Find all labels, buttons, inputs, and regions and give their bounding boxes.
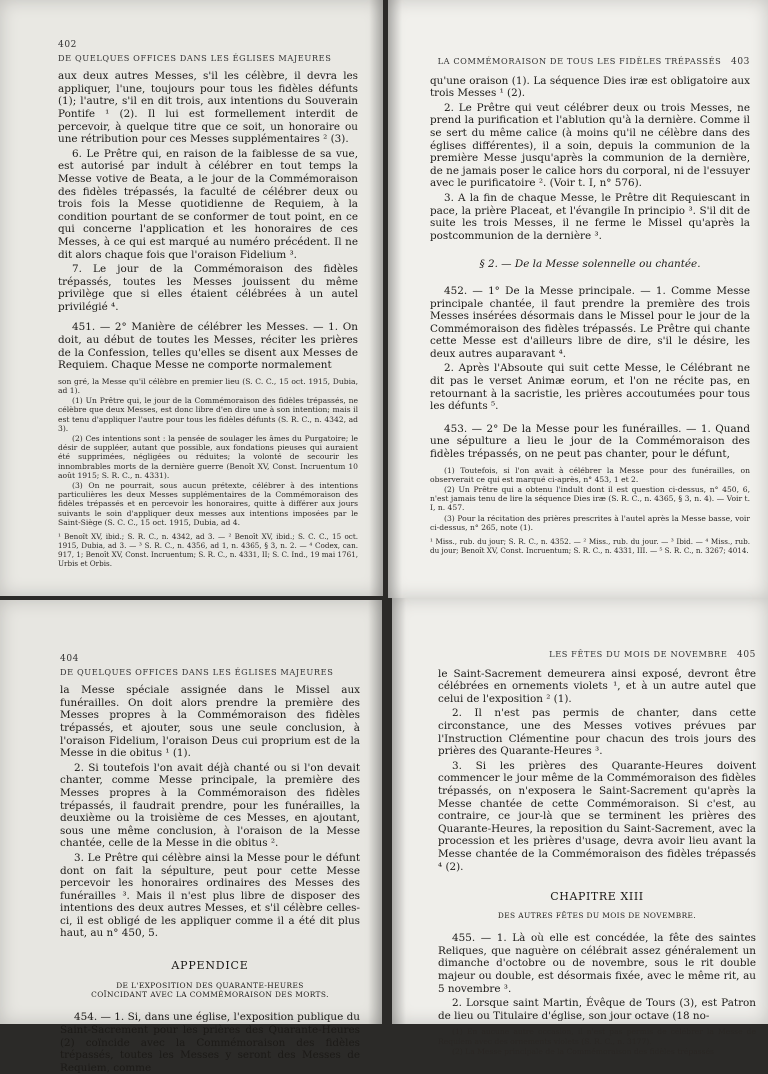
page-number: 404 xyxy=(60,654,79,664)
footnote-references: ¹ Miss., rub. du jour; S. R. C., n. 4352. — ² Miss., rub. du jour. — ³ Ibid. — ⁴ Miss., rub. du jour; Benoît XV, Const. Incruentum; S. R. C., n. 4331, III. — ⁵ S. R. C., n. 3267; 4014. xyxy=(430,537,750,556)
gutter-shadow xyxy=(368,600,382,1024)
paragraph: qu'une oraison (1). La séquence Dies iræ est obligatoire aux trois Messes ¹ (2). xyxy=(430,74,750,100)
paragraph: 6. Le Prêtre qui, en raison de la faiblesse de sa vue, est autorisé par indult à célébrer en tout temps la Messe votive de Beata, a le jour de la Commémoraison des fidèles trépassés, la faculté de célébrer deux ou trois fois la Messe quotidienne de Requiem, à la condition pourtant de se conformer de tout point, en ce qui concerne l'application et les honoraires de ces Messes, à ce qui est marqué au numéro précédent. Il ne dit alors chaque fois que l'oraison Fidelium ³. xyxy=(58,147,358,261)
footnote-text: (1) En aucune autre occasion, il n'est pas permis de célébrer la Messe de Requiem avec des ornements violets (S. R. C., n. 3177). xyxy=(438,1027,756,1046)
footnote-text: (2) Ces intentions sont : la pensée de soulager les âmes du Purgatoire; le désir de suppléer, autant que possible, aux fondations pieuses qui auraient été supprimées, négligées ou réduites; la volonté de secourir les innombrables morts de la dernière guerre (Benoît XV, Const. Incruentum 10 août 1915; S. R. C., n. 4331). xyxy=(58,434,358,480)
running-head xyxy=(438,648,756,662)
paragraph: 7. Le jour de la Commémoraison des fidèles trépassés, toutes les Messes jouissent du même privilège que si elles étaient célébrées à un autel privilégié ⁴. xyxy=(58,263,358,313)
running-head-title: DE QUELQUES OFFICES DANS LES ÉGLISES MAJEURES xyxy=(60,666,334,677)
running-head-title: LES FÊTES DU MOIS DE NOVEMBRE xyxy=(549,649,728,659)
appendix-subheading xyxy=(60,981,360,1000)
paragraph: 2. Si toutefois l'on avait déjà chanté ou si l'on devait chanter, comme Messe principale, la première des Messes propres à la Commémoraison des fidèles trépassés, il faudrait prendre, pour les funérailles, la deuxième ou la troisième de ces Messes, en ajoutant, sous une même conclusion, à l'oraison de la Messe chantée, celle de la Messe in die obitus ². xyxy=(60,761,360,850)
page-402 xyxy=(0,0,383,596)
running-head xyxy=(430,55,750,69)
paragraph-455: 455. — 1. Là où elle est concédée, la fête des saintes Reliques, que naguère on célébrait assez généralement un dimanche d'octobre ou de novembre, sous le rit double majeur ou double, est désormais fixée, avec le même rit, au 5 novembre ³. xyxy=(438,932,756,995)
running-head-title: DE QUELQUES OFFICES DANS LES ÉGLISES MAJEURES xyxy=(58,52,332,63)
paragraph: aux deux autres Messes, s'il les célèbre, il devra les appliquer, l'une, toujours pour tous les fidèles défunts (1); l'autre, s'il en dit trois, aux intentions du Souverain Pontife ¹ (2). Il lui est formellement interdit de percevoir, à quelque titre que ce soit, un honoraire ou une rétribution pour ces Messes supplémentaires ² (3). xyxy=(58,70,358,146)
appendix-subheading-line: DE L'EXPOSITION DES QUARANTE-HEURES xyxy=(116,980,304,990)
page-number: 402 xyxy=(58,40,77,50)
paragraph: 2. Après l'Absoute qui suit cette Messe, le Célébrant ne dit pas le verset Animæ eorum, et l'on ne récite pas, en retournant à la sacristie, les prières accoutumées pour tous les défunts ⁵. xyxy=(430,362,750,413)
page-404 xyxy=(0,600,382,1074)
paragraph: 2. Le Prêtre qui veut célébrer deux ou trois Messes, ne prend la purification et l'ablution qu'à la dernière. Comme il se sert du même calice (à moins qu'il ne célèbre dans des églises différentes), il a soin, depuis la communion de la première Messe jusqu'après la communion de la dernière, de ne jamais poser le calice hors du corporal, ni de l'essuyer avec le purificatoire ². (Voir t. I, n° 576). xyxy=(430,101,750,190)
gutter-shadow xyxy=(388,0,402,598)
paragraph: 2. Lorsque saint Martin, Évêque de Tours (3), est Patron de lieu ou Titulaire d'église, son jour octave (18 no- xyxy=(438,997,756,1022)
page-403 xyxy=(388,0,768,598)
footnote-text: (1) Un Prêtre qui, le jour de la Commémoraison des fidèles trépassés, ne célèbre que deux Messes, est donc libre d'en dire une à son intention; mais il est tenu d'appliquer l'autre pour tous les fidèles défunts (S. R. C., n. 4342, ad 3). xyxy=(58,396,358,433)
paragraph-451: 451. — 2° Manière de célébrer les Messes. — 1. On doit, au début de toutes les Messes, réciter les prières de la Confession, telles qu'elles se disent aux Messes de Requiem. Chaque Messe ne comporte normalement xyxy=(58,321,358,372)
footnote-text: (2) Un Prêtre qui a obtenu l'indult dont il est question ci-dessus, n° 450, 6, n'est jamais tenu de lire la séquence Dies iræ (S. R. C., n. 4365, § 3, n. 4). — Voir t. I, n. 457. xyxy=(430,485,750,513)
footnote-text: (1) Toutefois, si l'on avait à célébrer la Messe pour des funérailles, on observerait ce qui est marqué ci-après, n° 453, 1 et 2. xyxy=(430,465,750,484)
appendix-heading: APPENDICE xyxy=(171,959,249,973)
page-number: 405 xyxy=(737,650,756,660)
footnote-text: (3) Pour la récitation des prières prescrites à l'autel après la Messe basse, voir ci-dessus, n° 265, note (1). xyxy=(430,513,750,532)
gutter-shadow xyxy=(369,0,383,596)
page-number: 403 xyxy=(731,57,750,67)
running-head xyxy=(58,38,358,64)
paragraph: 3. Le Prêtre qui célèbre ainsi la Messe pour le défunt dont on fait la sépulture, peut pour cette Messe percevoir les honoraires ordinaires des Messes des funérailles ³. Mais il n'est plus libre de disposer des intentions des deux autres Messes, et s'il célèbre celles-ci, il est obligé de les appliquer comme il a été dit plus haut, au n° 450, 5. xyxy=(60,851,360,940)
paragraph-453: 453. — 2° De la Messe pour les funérailles. — 1. Quand une sépulture a lieu le jour de la Commémoraison des fidèles trépassés, on ne peut pas chanter, pour le défunt, xyxy=(430,422,750,461)
footnote-text: (2) La Messe principale de la Commémoraison des fidèles trépassés xyxy=(452,1046,714,1056)
footnote-text: son gré, la Messe qu'il célèbre en premier lieu (S. C. C., 15 oct. 1915, Dubia, ad 1). xyxy=(58,376,358,396)
running-head xyxy=(60,652,360,678)
paragraph: 2. Il n'est pas permis de chanter, dans cette circonstance, une des Messes votives prévues par l'Instruction Clémentine pour chacun des trois jours des prières des Quarante-Heures ³. xyxy=(438,707,756,758)
paragraph: 3. A la fin de chaque Messe, le Prêtre dit Requiescant in pace, la prière Placeat, et l'évangile In principio ³. S'il dit de suite les trois Messes, il ne ferme le Missel qu'après la postcommunion de la dernière ³. xyxy=(430,191,750,242)
gutter-shadow xyxy=(392,598,406,1024)
footnote-text: (3) On ne pourrait, sous aucun prétexte, célébrer à des intentions particulières les deux Messes supplémentaires de la Commémoraison des fidèles trépassés et en percevoir les honoraires, quitte à différer aux jours suivants le soin d'appliquer deux messes aux intentions imposées par le Saint-Siège (S. C. C., 15 oct. 1915, Dubia, ad 4. xyxy=(58,481,358,527)
page-405 xyxy=(392,598,768,1056)
chapter-heading: CHAPITRE XIII xyxy=(550,890,644,904)
paragraph: le Saint-Sacrement demeurera ainsi exposé, devront être célébrées en ornements violets ¹, et à un autre autel que celui de l'exposition ² (1). xyxy=(438,667,756,705)
section-heading: § 2. — De la Messe solennelle ou chantée. xyxy=(479,258,701,271)
paragraph: 3. Si les prières des Quarante-Heures doivent commencer le jour même de la Commémoraison des fidèles trépassés, on n'exposera le Saint-Sacrement qu'après la Messe chantée de cette Commémoraison. Si c'est, au contraire, ce jour-là que se terminent les prières des Quarante-Heures, la reposition du Saint-Sacrement, avec la procession et les prières d'usage, devra avoir lieu avant la Messe chantée de la Commémoraison des fidèles trépassés ⁴ (2). xyxy=(438,759,756,873)
chapter-subheading: DES AUTRES FÊTES DU MOIS DE NOVEMBRE. xyxy=(497,910,697,920)
footnote-references: ¹ Benoît XV, ibid.; S. R. C., n. 4342, ad 3. — ² Benoît XV, ibid.; S. C. C., 15 oct. 1915, Dubia, ad 3. — ³ S. R. C., n. 4356, ad 1, n. 4365, § 3, n. 2. — ⁴ Codex, can. 917, 1; Benoît XV, Const. Incruentum; S. R. C., n. 4331, II; S. C. Ind., 19 mai 1761, Urbis et Orbis. xyxy=(58,532,358,569)
paragraph-454: 454. — 1. Si, dans une église, l'exposition publique du Saint-Sacrement pour les prières des Quarante-Heures (2) coïncide avec la Commémoraison des fidèles trépassés, toutes les Messes y seront des Messes de Requiem, comme xyxy=(60,1011,360,1074)
paragraph: la Messe spéciale assignée dans le Missel aux funérailles. On doit alors prendre la première des Messes propres à la Commémoraison des fidèles trépassés, et ajouter, sous une seule conclusion, à l'oraison Fidelium, l'oraison Deus cui proprium est de la Messe in die obitus ¹ (1). xyxy=(60,684,360,760)
running-head-title: LA COMMÉMORAISON DE TOUS LES FIDÈLES TRÉPASSÉS xyxy=(437,56,722,66)
appendix-subheading-line: COÏNCIDANT AVEC LA COMMÉMORAISON DES MORTS. xyxy=(91,990,329,1000)
paragraph-452: 452. — 1° De la Messe principale. — 1. Comme Messe principale chantée, il faut prendre la première des trois Messes insérées désormais dans le Missel pour le jour de la Commémoraison des fidèles trépassés. Le Prêtre qui chante cette Messe est d'ailleurs libre de dire, s'il le désire, les deux autres auparavant ⁴. xyxy=(430,284,750,360)
